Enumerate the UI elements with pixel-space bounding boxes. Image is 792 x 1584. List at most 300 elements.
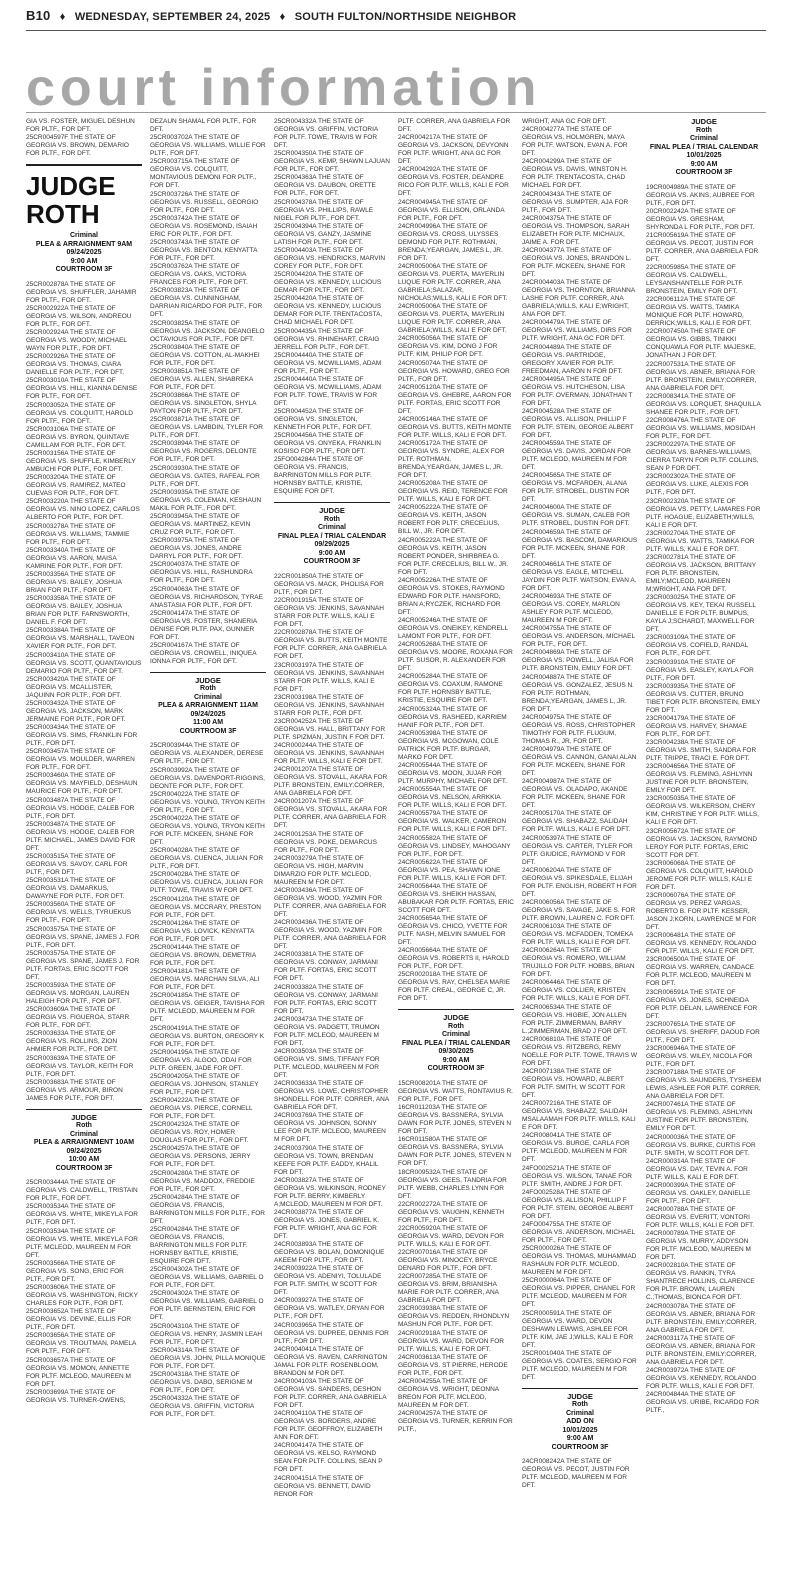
calendar-header-line: COURTROOM 3F xyxy=(303,558,361,566)
case-entry: 25CR004452A THE STATE OF GEORGIA VS. SINGLETON, KENNETH FOR PLTF., FOR DFT. xyxy=(274,408,372,432)
case-entry: 24CR006264A THE STATE OF GEORGIA VS. ROMERO, WILLIAM TRUJILLO FOR PLTF. HOBBS, BRIAN FOR DFT. xyxy=(522,947,635,979)
case-entry: 24CR004869A THE STATE OF GEORGIA VS. POWELL, JALISA FOR PLTF. BRONSTEIN, EMILY FOR DFT. xyxy=(522,649,634,673)
case-entry: 24CR005056A THE STATE OF GEORGIA VS. KIM, DONG J FOR PLTF. KIM, PHILIP FOR DFT. xyxy=(398,335,498,359)
case-entry: 24CR004559A THE STATE OF GEORGIA VS. DAVIS, JORDAN FOR PLTF. MCLEOD, MAUREEN M FOR DFT. xyxy=(522,440,631,472)
case-entry: 23CR002320A THE STATE OF GEORGIA VS. PETTY, LAMARES FOR PLTF. HOAGUE, ELIZABETH;WILLS, KALI E FOR DFT. xyxy=(646,497,761,529)
case-entry: 25CR004022A THE STATE OF GEORGIA VS. YOUNG, TRYON KEITH FOR PLTF. MCKEEN, SHANE FOR DFT. xyxy=(150,815,265,846)
case-entry: 25CR004205A THE STATE OF GEORGIA VS. JOHNSON, STANLEY FOR PLTF., FOR DFT. xyxy=(150,1072,259,1096)
column-5 xyxy=(522,118,638,1578)
case-entry: 24CR004217A THE STATE OF GEORGIA VS. JACKSON, DEVYONN FOR PLTF. WRIGHT, ANA GC FOR DFT. xyxy=(398,134,509,166)
case-entry: 23CR002297A THE STATE OF GEORGIA VS. BARNES-WILLIAMS, CIERRA TARYN FOR PLTF. COLLINS, SEAN P FOR DFT. xyxy=(646,441,759,473)
case-entry: 25CR004037A THE STATE OF GEORGIA VS. HILL, RASHUNDRA FOR PLTF., FOR DFT. xyxy=(150,561,253,585)
case-entry: 25CR003358A THE STATE OF GEORGIA VS. BAILEY, JOSHUA BRIAN FOR PLTF. FARNSWORTH, DANIEL F. FOR DFT. xyxy=(26,595,130,627)
case-entry: 23CR003938A THE STATE OF GEORGIA VS. REDDEN, RHONDLYN MASHUN FOR PLTF., FOR DFT. xyxy=(398,1305,510,1329)
case-entry: 24CR005268A THE STATE OF GEORGIA VS. MOORE, ROXANA FOR PLTF. SUSOR, R. ALEXANDER FOR DFT. xyxy=(398,641,513,673)
case-entry: 24CR003633A THE STATE OF GEORGIA VS. LOWE, CHRISTOPHER SHONDELL FOR PLTF. CORRER, ANA GABRIELA FOR DFT. xyxy=(274,1080,389,1112)
case-entry: 24CR003790A THE STATE OF GEORGIA VS. TOWN, BRENDAN KEEFE FOR PLTF. EADDY, KHALIL FOR DFT. xyxy=(274,1144,379,1176)
case-entry: 24CR005397A THE STATE OF GEORGIA VS. CARTER, TYLER FOR PLTF. GIUDICE, RAYMOND V FOR DFT. xyxy=(522,834,633,866)
case-entry: 16CR011203A THE STATE OF GEORGIA VS. BASSNERA, SYLVIA DAWN FOR PLTF. JONES, STEVEN N FOR DFT. xyxy=(398,1104,512,1136)
case-entry: 25CR003742A THE STATE OF GEORGIA VS. ROSEMOND, ISAIAH ERIC FOR PLTF., FOR DFT. xyxy=(150,214,258,238)
case-entry: 25CR003356A THE STATE OF GEORGIA VS. BAILEY, JOSHUA BRIAN FOR PLTF., FOR DFT. xyxy=(26,570,122,594)
case-entry: 25CR004167A THE STATE OF GEORGIA VS. CROWELL, INIQUEA IONNA FOR PLTF., FOR DFT. xyxy=(150,641,257,665)
case-entry: 25CR002878A THE STATE OF GEORGIA VS. SHUFFLER, JAHAMIR FOR PLTF., FOR DFT. xyxy=(26,280,137,304)
case-entry: 25CR003487A THE STATE OF GEORGIA VS. HODGE, CALEB FOR PLTF. MICHAEL, JAMES DAVID FOR DFT. xyxy=(26,820,136,852)
case-entry: 24CR003877A THE STATE OF GEORGIA VS. JONES, GABRIEL K. FOR PLTF. WRIGHT, ANA GC FOR DFT. xyxy=(274,1208,380,1240)
case-entry: 25CR003384A THE STATE OF GEORGIA VS. MARSHALL, TAVEON XAVIER FOR PLTF., FOR DFT. xyxy=(26,627,135,651)
case-entry: 24CR004255A THE STATE OF GEORGIA VS. WRIGHT, DEONNA BREON FOR PLTF. MCLEOD, MAUREEN M FOR DFT. xyxy=(398,1378,499,1409)
case-entry: 25CR004284A THE STATE OF GEORGIA VS. FRANCIS, BARRINGTON MILLS FOR PLTF., FOR DFT. xyxy=(150,1193,265,1225)
case-entry: 24CR003965A THE STATE OF GEORGIA VS. DUPREE, DENNIS FOR PLTF., FOR DFT. xyxy=(274,1321,389,1345)
case-entry: 25CR003992A THE STATE OF GEORGIA VS. DAVENPORT-RIGGINS, DEONTE FOR PLTF., FOR DFT. xyxy=(150,766,265,790)
column-3 xyxy=(274,118,390,1578)
case-entry: 24CR005222A THE STATE OF GEORGIA VS. KEITH, JASON ROBERT FOR PLTF. CRECELIUS, BILL W., JR. FOR DFT. xyxy=(398,504,500,536)
case-entry: 24CR005398A THE STATE OF GEORGIA VS. MCGOWAN, COLE PATRICK FOR PLTF. BURGAR, MARKO FOR DFT. xyxy=(398,729,499,761)
case-entry: 22CR002878A THE STATE OF GEORGIA VS. BUTTS, KEITH MONTE FOR PLTF. CORRER, ANA GABRIELA FOR DFT. xyxy=(274,629,388,661)
column-6 xyxy=(646,118,762,1578)
case-entry: 25CR003609A THE STATE OF GEORGIA VS. FIGUEROA, STARR FOR PLTF., FOR DFT. xyxy=(26,1006,130,1030)
case-entry: 25CR003410A THE STATE OF GEORGIA VS. SCOTT, QUANTAVIOUS DEMARIO FOR PLTF., FOR DFT. xyxy=(26,651,142,675)
case-entry: 24CR005622A THE STATE OF GEORGIA VS. PEA, SHAWN IONE FOR PLTF. WILLS, KALI E FOR DFT. xyxy=(398,858,507,882)
case-entry: 24CR004693A THE STATE OF GEORGIA VS. COREY, MARLON ASHLEY FOR PLTF. MCLEOD, MAUREEN M FOR DFT. xyxy=(522,593,620,624)
case-entry: 25CR003606A THE STATE OF GEORGIA VS. WASHINGTON, RICKY CHARLES FOR PLTF., FOR DFT. xyxy=(26,1283,138,1307)
case-entry: 24CR006204A THE STATE OF GEORGIA VS. SPIKESDALE, ELIJAH FOR PLTF. ENGLISH, ROBERT H FOR DFT. xyxy=(522,866,637,898)
column-1 xyxy=(26,118,142,1578)
calendar-header xyxy=(522,1388,638,1453)
case-entry: 24CR005146A THE STATE OF GEORGIA VS. BUTTS, KEITH MONTE FOR PLTF. WILLS, KALI E FOR DFT. xyxy=(398,415,512,439)
calendar-header-line: JUDGE xyxy=(195,675,221,685)
case-entry: 23CR005035A THE STATE OF GEORGIA VS. WILKERSON, CHERY KIM, CHRISTINE Y FOR PLTF. WILLS, KALI E FOR DFT. xyxy=(646,795,760,827)
case-entry: 24CR004479A THE STATE OF GEORGIA VS. WILLIAMS, DIRS FOR PLTF. WRIGHT, ANA GC FOR DFT. xyxy=(522,319,632,343)
case-entry: 25CR003726A THE STATE OF GEORGIA VS. RUSSELL, GEORGIO FOR PLTF., FOR DFT. xyxy=(150,190,259,214)
case-entry: 24CR005324A THE STATE OF GEORGIA VS. RASHEED, KARRIEM HANIF FOR PLTF., FOR DFT. xyxy=(398,705,507,729)
case-entry: 24CR004041A THE STATE OF GEORGIA VS. RAVEN, CARRINGTON JAMAL FOR PLTF. ROSENBLOOM, BRANDON M FOR DFT. xyxy=(274,1345,388,1377)
page-folio xyxy=(26,8,766,26)
case-entry: 25CR003702A THE STATE OF GEORGIA VS. WILLIAMS, WILLIE FOR PLTF., FOR DFT. xyxy=(150,134,266,158)
column-4 xyxy=(398,118,514,1578)
case-entry: 24CR005644A THE STATE OF GEORGIA VS. SHEIKH HASSAN, ABUBAKAR FOR PLTF. FORTAS, ERIC SCOTT FOR DFT. xyxy=(398,882,514,914)
case-entry: 25CR003010A THE STATE OF GEORGIA VS. HILL, KIANNA DENISE FOR PLTF., FOR DFT. xyxy=(26,377,138,401)
case-entry: 25CR004456A THE STATE OF GEORGIA VS. ONYEKA, FRANKLIN KOSISO FOR PLTF., FOR DFT. xyxy=(274,432,381,456)
case-entry: 25CR002926A THE STATE OF GEORGIA VS. THOMAS, CIARA DANIELLE FOR PLTF., FOR DFT. xyxy=(26,353,125,377)
case-entry: 24CR003972A THE STATE OF GEORGIA VS. KENNEDY, ROLANDO FOR PLTF. WILLS, KALI E FOR DFT. xyxy=(646,1367,757,1390)
page-number: B10 xyxy=(26,8,51,23)
case-entry: 23CR003198A THE STATE OF GEORGIA VS. JENKINS, SAVANNAH STARR FOR PLTF., FOR DFT. xyxy=(274,693,384,717)
case-entry: 24CR004292A THE STATE OF GEORGIA VS. FOSTER, DEANDRE RICO FOR PLTF. WILLS, KALI E FOR DFT. xyxy=(398,166,509,198)
case-entry: 23CR006068A THE STATE OF GEORGIA VS. COLQUITT, HAROLD JEROME FOR PLTF. WILLS, KALI E FOR DFT. xyxy=(646,859,753,891)
calendar-header-line: Criminal xyxy=(69,1130,98,1138)
case-entry: 24CR006103A THE STATE OF GEORGIA VS. MCFADDEN, TOMEKA FOR PLTF. WILLS, KALI E FOR DFT. xyxy=(522,923,634,947)
case-entry: 24CR003117A THE STATE OF GEORGIA VS. ABNER, BRIANA FOR PLTF. BRONSTEIN, EMILY;CORRER, ANA GABRIELA FOR DFT. xyxy=(646,1334,757,1366)
case-entry: 24CR006056A THE STATE OF GEORGIA VS. SAVAGE, JAKE S. FOR PLTF. BROWN, LAUREN C. FOR DFT. xyxy=(522,898,636,922)
case-entry: 23CR006076A THE STATE OF GEORGIA VS. PEREZ VARGAS, ROBERTO B. FOR PLTF. KESSER, JASON J;KORN, LAWRENCE M FOR DFT. xyxy=(646,892,757,931)
calendar-header-line: COURTROOM 3F xyxy=(55,266,113,274)
case-entry: 25CR003531A THE STATE OF GEORGIA VS. DAMARKUS, DAWAYNE FOR PLTF., FOR DFT. xyxy=(26,877,125,901)
calendar-header-line: 09/30/2025 xyxy=(438,1048,474,1056)
case-entry: 24CR007138A THE STATE OF GEORGIA VS. HOWARD, ALBERT FOR PLTF. SMITH, W SCOTT FOR DFT. xyxy=(522,1068,626,1099)
calendar-header-line: Criminal xyxy=(69,232,98,240)
case-entry: 21CR005619A THE STATE OF GEORGIA VS. PECOT, JUSTIN FOR PLTF. CORRER, ANA GABRIELA FOR DFT. xyxy=(646,231,759,263)
calendar-header-line: JUDGE xyxy=(691,118,717,126)
calendar-header-line: Roth xyxy=(324,515,340,523)
case-entry: 25CR004126A THE STATE OF GEORGIA VS. LOVICK, KENYATTA FOR PLTF., FOR DFT. xyxy=(150,919,255,943)
calendar-header-line: COURTROOM 3F xyxy=(55,1164,113,1172)
case-entry: 24CR000244A THE STATE OF GEORGIA VS. JENKINS, SAVANNAH FOR PLTF. WILLS, KALI E FOR DFT. xyxy=(274,742,384,766)
case-entry: 25CR004195A THE STATE OF GEORGIA VS. ALGOO, ODAI FOR PLTF. GREEN, JADE FOR DFT. xyxy=(150,1048,252,1072)
calendar-header-line: 09/24/2025 xyxy=(66,249,102,257)
case-entry: 24FO002528A THE STATE OF GEORGIA VS. ALLISON, PHILLIP F FOR PLTF. STEIN, GEORGE ALBERT FOR DFT. xyxy=(522,1188,634,1220)
case-entry: 25CR004191A THE STATE OF GEORGIA VS. BURTON, GREGORY K FOR PLTF., FOR DFT. xyxy=(150,1024,265,1048)
case-entry: 25CR004332A THE STATE OF GEORGIA VS. GRIFFIN, VICTORIA FOR PLTF. TOWE, TRAVIS W FOR DFT. xyxy=(274,118,378,149)
case-entry: 25CR003460A THE STATE OF GEORGIA VS. MAYFIELD, DESHAUN MAURICE FOR PLTF., FOR DFT. xyxy=(26,772,138,796)
case-entry: 25CR003652A THE STATE OF GEORGIA VS. DEVINE, ELLIS FOR PLTF., FOR DFT. xyxy=(26,1308,132,1332)
case-entry: 23CR006591A THE STATE OF GEORGIA VS. JONES, SCHNEIDA FOR PLTF. DELAN, LAWRENCE FOR DFT. xyxy=(646,988,758,1020)
case-entry: 24CR004277A THE STATE OF GEORGIA VS. HOLMGREN, MAYA FOR PLTF. WATSON, EVAN A. FOR DFT. xyxy=(522,126,628,158)
case-entry: 25CR003975A THE STATE OF GEORGIA VS. JONES, ANDRE DARRYL FOR PLTF., FOR DFT. xyxy=(150,537,243,561)
case-entry: 25CR003204A THE STATE OF GEORGIA VS. RAMIREZ, MATEO CUEVAS FOR PLTF., FOR DFT. xyxy=(26,474,126,498)
case-entry: 25CR004257A THE STATE OF GEORGIA VS. PERSONS, JERRY FOR PLTF., FOR DFT. xyxy=(150,1145,251,1169)
case-entry: 24CR003473A THE STATE OF GEORGIA VS. PADGETT, TRUMON FOR PLTF. MCLEOD, MAUREEN M FOR DFT. xyxy=(274,1015,380,1047)
case-entry: 24CR002810A THE STATE OF GEORGIA VS. RANKIN, TYRA SHANTRECE HOLLINS, CLARENCE FOR PLTF. BROWN, LAUREN C.;THOMAS, BIONCA FOR DFT. xyxy=(646,1262,755,1302)
case-entry: 25CR003432A THE STATE OF GEORGIA VS. JACKSON, MARK JERMAINE FOR PLTF., FOR DFT. xyxy=(26,699,126,723)
case-entry: 25CR004280A THE STATE OF GEORGIA VS. MADDOX, FREDDIE FOR PLTF., FOR DFT. xyxy=(150,1169,255,1193)
calendar-header-line: COURTROOM 3F xyxy=(179,727,237,735)
case-entry: 22CR005985A THE STATE OF GEORGIA VS. CALDWELL, LEYSANSHANTELLE FOR PLTF. BRONSTEIN, EMILY FOR DFT. xyxy=(646,264,744,296)
calendar-header-line: FINAL PLEA / TRIAL CALENDAR xyxy=(649,143,759,151)
calendar-header-line: ADD ON xyxy=(566,1418,594,1426)
case-entry: 25CR004378A THE STATE OF GEORGIA VS. PHILLIPS, RAWLE NIGEL FOR PLTF., FOR DFT. xyxy=(274,198,374,222)
case-entry: 24CR004528A THE STATE OF GEORGIA VS. ALLISON, PHILLIP F FOR PLTF. STEIN, GEORGE ALBERT FOR DFT. xyxy=(522,407,634,439)
calendar-header-line: PLEA & ARRAIGNMENT 10AM xyxy=(33,1139,135,1147)
case-entry: 24CR005284A THE STATE OF GEORGIA VS. COAXUM, RAMONE FOR PLTF. HORNSBY BATTLE, KRISTIE, ESQUIRE FOR DFT. xyxy=(398,673,503,705)
case-entry: 25CR004181A THE STATE OF GEORGIA VS. MARCHAN SILVA, ALI FOR PLTF., FOR DFT. xyxy=(150,968,260,992)
calendar-header-line: Roth xyxy=(448,1022,464,1030)
case-entry: 24CR004147A THE STATE OF GEORGIA VS. KELSO, RAYMOND SEAN FOR PLTF. COLLINS, SEAN P FOR DFT. xyxy=(274,1442,383,1474)
case-entry: 25CR004332A THE STATE OF GEORGIA VS. GRIFFIN, VICTORIA FOR PLTF., FOR DFT. xyxy=(150,1395,254,1419)
case-entry: 18CR009532A THE STATE OF GEORGIA VS. GEES, TANDRIA FOR PLTF. WEBB, CHARLES LYNN FOR DFT. xyxy=(398,1168,507,1200)
case-entry: 22CR007285A THE STATE OF GEORGIA VS. BRIM, BRIANISHA MARIE FOR PLTF. CORRER, ANA GABRIELA FOR DFT. xyxy=(398,1273,499,1305)
case-entry: 24CR006534A THE STATE OF GEORGIA VS. HIGBIE, JON ALLEN FOR PLTF. ZIMMERMAN, BARRY L.;ZIMMERMAN, BRAD J FOR DFT. xyxy=(522,1003,628,1035)
case-entry: 24CR003893A THE STATE OF GEORGIA VS. BOLAN, DOMONIQUE AKEEM FOR PLTF., FOR DFT. xyxy=(274,1241,385,1265)
calendar-header-line: Roth xyxy=(200,685,216,693)
judge-heading: JUDGE ROTH xyxy=(26,164,142,228)
case-entry: 25CR003944A THE STATE OF GEORGIA VS. ALEXANDER, DERESE FOR PLTF., FOR DFT. xyxy=(150,742,264,766)
case-entry: 24CR004987A THE STATE OF GEORGIA VS. OLADAPO, AKANDE FOR PLTF. MCKEEN, SHANE FOR DFT. xyxy=(522,778,628,810)
calendar-header xyxy=(646,118,762,178)
case-entry: 25CR003434A THE STATE OF GEORGIA VS. SIMS, FRANKLIN FOR PLTF., FOR DFT. xyxy=(26,724,138,748)
case-entry: 24CR004299A THE STATE OF GEORGIA VS. DAVIS, WINSTON H. FOR PLTF. TRENTACOSTA, CHAD MICHAEL FOR DFT. xyxy=(522,158,628,190)
calendar-header-line: Criminal xyxy=(689,135,718,142)
case-entry: 24CR005654A THE STATE OF GEORGIA VS. CHICO, YVETTE FOR PLTF. NASH, MELVIN SAMUEL FOR DFT. xyxy=(398,915,508,947)
case-entry: 24CR000789A THE STATE OF GEORGIA VS. MURRY, ADDYSON FOR PLTF. MCLEOD, MAUREEN M FOR DFT. xyxy=(646,1230,751,1262)
case-entry: 25CR003866A THE STATE OF GEORGIA VS. SINGLETON, SHYLA PAYTON FOR PLTF., FOR DFT. xyxy=(150,392,257,416)
case-entry: 23CR004656A THE STATE OF GEORGIA VS. FLEMING, ASHLYNN JUSTINE FOR PLTF. BRONSTEIN, EMILY FOR DFT. xyxy=(646,763,753,795)
case-entry: 25CR003534A THE STATE OF GEORGIA VS. WHITE, MIKEYLA FOR PLTF., FOR DFT. xyxy=(26,1203,138,1227)
case-entry: 24CR003382A THE STATE OF GEORGIA VS. CONWAY, JARMANI FOR PLTF. FORTAS, ERIC SCOTT FOR DFT. xyxy=(274,983,378,1015)
calendar-header-line: Criminal xyxy=(317,524,346,532)
case-entry: 25CR004284A THE STATE OF GEORGIA VS. FRANCIS, BARRINGTON MILLS FOR PLTF. HORNSBY BATTLE, KRISTIE, ESQUIRE FOR DFT. xyxy=(150,1226,248,1265)
case-entry: 25CR003683A THE STATE OF GEORGIA VS. ARMOUR, BIRON JAMES FOR PLTF., FOR DFT. xyxy=(26,1078,123,1102)
calendar-header-line: Roth xyxy=(76,1122,92,1130)
case-entry: 15CR008201A THE STATE OF GEORGIA VS. WATTS, RONTAVIUS R. FOR PLTF., FOR DFT. xyxy=(398,1079,513,1103)
case-entry: 22CR008341A THE STATE OF GEORGIA VS. LORQUET, SHAQUILLA SHANEE FOR PLTF., FOR DFT. xyxy=(646,392,761,416)
case-entry: 25CR004028A THE STATE OF GEORGIA VS. CUENCA, JULIAN FOR PLTF. TOWE, TRAVIS W FOR DFT. xyxy=(150,871,264,895)
calendar-header-line: JUDGE xyxy=(319,506,345,516)
case-entry: 25CR003851A THE STATE OF GEORGIA VS. ALLEN, SHABREKA FOR PLTF., FOR DFT. xyxy=(150,367,253,391)
case-entry: 24CR006446A THE STATE OF GEORGIA VS. COLLIER, KRISTEN FOR PLTF. WILLS, KALI E FOR DFT. xyxy=(522,979,631,1003)
case-entry: 24CR004565A THE STATE OF GEORGIA VS. MCFARDEN, ALANA FOR PLTF. STROBEL, DUSTIN FOR DFT. xyxy=(522,472,630,504)
folio-date: WEDNESDAY, SEPTEMBER 24, 2025 xyxy=(74,11,271,23)
case-entry: 24CR004343A THE STATE OF GEORGIA VS. SUMPTER, AJA FOR PLTF., FOR DFT. xyxy=(522,190,629,214)
case-entry: 22CR005920A THE STATE OF GEORGIA VS. WARD, DEVON FOR PLTF. WILLS, KALI E FOR DFT. xyxy=(398,1224,504,1248)
case-entry: 24CR004495A THE STATE OF GEORGIA VS. HUTCHESON, LISA FOR PLTF. OVERMAN, JONATHAN T FOR DFT. xyxy=(522,375,633,407)
calendar-header-line: 11:00 AM xyxy=(192,719,224,727)
case-entry: 24CR004151A THE STATE OF GEORGIA VS. BENNETT, DAVID RENOR FOR xyxy=(274,1474,371,1498)
case-entry: 23CR007188A THE STATE OF GEORGIA VS. SAUNDERS, TYSHEEM LEWIS, ASHLEE FOR PLTF. CORRER, ANA GABRIELA FOR DFT. xyxy=(646,1069,762,1101)
calendar-header-line: FINAL PLEA / TRIAL CALENDAR xyxy=(277,532,387,540)
case-entry: 24CR008242A THE STATE OF GEORGIA VS. PECOT, JUSTIN FOR PLTF. MCLEOD, MAUREEN M FOR DFT. xyxy=(522,1458,630,1490)
header-rule xyxy=(26,30,766,31)
case-entry: 25CR002924A THE STATE OF GEORGIA VS. WOODY, MICHAEL WAYN FOR PLTF., FOR DFT. xyxy=(26,329,127,353)
calendar-header-line: 9:00 AM xyxy=(70,257,98,265)
case-entry: 25CR003715A THE STATE OF GEORGIA VS. COLQUITT, MONTAVIOUS DEMONI FOR PLTF., FOR DFT. xyxy=(150,158,257,190)
case-entry: 24CR004996A THE STATE OF GEORGIA VS. CROSS, ULYSSES DEMOND FOR PLTF. ROTHMAN, BRENDA;YEARGAN, JAMES L, JR. FOR DFT. xyxy=(398,222,503,262)
case-entry: 24CR003927A THE STATE OF GEORGIA VS. WATLEY, DRYAN FOR PLTF., FOR DFT. xyxy=(274,1297,385,1321)
case-entry: 24FO002521A THE STATE OF GEORGIA VS. WILSON, TANAE FOR PLTF. SMITH, ANDRE J FOR DFT. xyxy=(522,1164,632,1188)
case-entry: 23CR003025A THE STATE OF GEORGIA VS. KEY, TEKAI RUSSELL DANIELLE E FOR PLTF. BUMPUS, KAYLA J;SCHARDT, MAXWELL FOR DFT. xyxy=(646,594,756,634)
case-entry: 24CR005226A THE STATE OF GEORGIA VS. STOKES, RAYMOND EDWARD FOR PLTF. HANSFORD, BRIAN A;RYCZEK, RICHARD FOR DFT. xyxy=(398,576,505,616)
case-entry: 23CR002302A THE STATE OF GEORGIA VS. LUKE, ALEXIS FOR PLTF., FOR DFT. xyxy=(646,473,749,497)
case-entry: 25CR000064A THE STATE OF GEORGIA VS. PIPPER, CHANEL FOR PLTF. MCLEOD, MAUREEN M FOR DFT. xyxy=(522,1277,636,1309)
case-entry: 25CR003156A THE STATE OF GEORGIA VS. SHUFFLE, KIMBERLY AMBUCHI FOR PLTF., FOR DFT. xyxy=(26,450,136,473)
case-entry: 25CR004022A THE STATE OF GEORGIA VS. YOUNG, TRYON KEITH FOR PLTF., FOR DFT. xyxy=(150,790,265,814)
case-entry: 25CR004440A THE STATE OF GEORGIA VS. MCWILLIAMS, ADAM FOR PLTF., FOR DFT. xyxy=(274,351,382,375)
calendar-header-line: 9:00 AM xyxy=(566,1435,594,1443)
case-entry: 25CR003566A THE STATE OF GEORGIA VS. SONG, ERIC FOR PLTF., FOR DFT. xyxy=(26,1259,124,1283)
case-entry: 24CR005222A THE STATE OF GEORGIA VS. KEITH, JASON ROBERT PONDER, SHIRBREA G. FOR PLTF. CRECELIUS, BILL W., JR. FOR DFT. xyxy=(398,536,509,576)
case-entry: 23CR006946A THE STATE OF GEORGIA VS. WILEY, NICOLA FOR PLTF., FOR DFT. xyxy=(646,1044,753,1068)
calendar-header-line: FINAL PLEA / TRIAL CALENDAR xyxy=(401,1039,511,1047)
case-entry: 25CR003639A THE STATE OF GEORGIA VS. TAYLOR, KEITH FOR PLTF., FOR DFT. xyxy=(26,1054,134,1078)
case-entry: 24CR005554A THE STATE OF GEORGIA VS. NELSON, ARRKKIA FOR PLTF. WILLS, KALI E FOR DFT. xyxy=(398,786,507,810)
case-entry: 25CR003444A THE STATE OF GEORGIA VS. CALDWELL, TRISTAIN FOR PLTF., FOR DFT. xyxy=(26,1179,138,1203)
case-entry: 25CR003699A THE STATE OF GEORGIA VS. TURNER-OWENS, xyxy=(26,1388,126,1404)
calendar-header-line: COURTROOM 3F xyxy=(427,1065,485,1073)
case-entry: 24CR004375A THE STATE OF GEORGIA VS. THOMPSON, SARAH ELIZABETH FOR PLTF. MICHAUX, JAIME A. FOR DFT. xyxy=(522,214,630,246)
case-entry: 24CR004110A THE STATE OF GEORGIA VS. BORDERS, ANDRE FOR PLTF. GEOFFROY, ELIZABETH ANN FOR DFT. xyxy=(274,1410,383,1442)
case-entry: 24CR005172A THE STATE OF GEORGIA VS. SYNDRE, ALEX FOR PLTF. ROTHMAN, BRENDA;YEARGAN, JAMES L, JR. FOR DFT. xyxy=(398,440,505,480)
case-entry: 25CR003743A THE STATE OF GEORGIA VS. BENTON, KENYATTA FOR PLTF., FOR DFT. xyxy=(150,238,258,262)
folio-paper-name: SOUTH FULTON/NORTHSIDE NEIGHBOR xyxy=(294,11,517,23)
calendar-header-line: JUDGE xyxy=(443,1013,469,1023)
calendar-header-line: Criminal xyxy=(441,1031,470,1039)
case-entry: 25CR004435A THE STATE OF GEORGIA VS. RHINEHART, CRAIG JERRELL FOR PLTF., FOR DFT. xyxy=(274,327,380,351)
case-entry: 25CR004394A THE STATE OF GEORGIA VS. GANZY, JASMINE LATISH FOR PLTF., FOR DFT. xyxy=(274,222,372,246)
case-entry: 24CR000036A THE STATE OF GEORGIA VS. BURKE, CURTIS FOR PLTF. SMITH, W SCOTT FOR DFT. xyxy=(646,1133,756,1157)
case-entry: 25CR004232A THE STATE OF GEORGIA VS. ROY, HOMER DOUGLAS FOR PLTF., FOR DFT. xyxy=(150,1121,249,1145)
case-entry: 25CR004120A THE STATE OF GEORGIA VS. MCCRARY, PRESTON FOR PLTF., FOR DFT. xyxy=(150,895,261,919)
case-entry: 24CR005582A THE STATE OF GEORGIA VS. LINDSEY, MAHOGANY FOR PLTF., FOR DFT. xyxy=(398,834,511,858)
case-entry: 25CR003825A THE STATE OF GEORGIA VS. JACKSON, DEANGELO OCTAVIOUS FOR PLTF., FOR DFT. xyxy=(150,319,265,343)
case-entry: 25CR003487A THE STATE OF GEORGIA VS. HODGE, CALEB FOR PLTF., FOR DFT. xyxy=(26,796,135,820)
case-entry: 24CR001207A THE STATE OF GEORGIA VS. STOVALL, AKARA FOR PLTF. CORRER, ANA GABRIELA FOR DFT. xyxy=(274,798,388,830)
case-entry: 24CR005006A THE STATE OF GEORGIA VS. PUERTA, MAYERLIN LUQUE FOR PLTF. CORRER, ANA GABRIELA;SALAZAR, NICHOLAS;WILLS, KALI E FOR DFT. xyxy=(398,262,508,302)
section-banner: court information xyxy=(26,59,542,117)
case-entry: 23CR002781A THE STATE OF GEORGIA VS. JACKSON, BRITTANY FOR PLTF. BRONSTEIN, EMILY;MCLEOD, MAUREEN M;WRIGHT, ANA FOR DFT. xyxy=(646,553,756,593)
calendar-header xyxy=(398,1009,514,1074)
case-entry: 25CR003633A THE STATE OF GEORGIA VS. ROLLINS, ZION AHMIER FOR PLTF., FOR DFT. xyxy=(26,1030,118,1054)
case-entry: 24CR004661A THE STATE OF GEORGIA VS. EAGLE, MITCHELL JAYDIN FOR PLTF. WATSON, EVAN A. FOR DFT. xyxy=(522,560,637,592)
case-entry: 25CR004310A THE STATE OF GEORGIA VS. HENRY, JASMIN LEAH FOR PLTF., FOR DFT. xyxy=(150,1322,263,1346)
case-entry: 24CR003922A THE STATE OF GEORGIA VS. ADENIYI, TOLULADE FOR PLTF. SMITH, W SCOTT FOR DFT. xyxy=(274,1265,382,1297)
case-entry: 23CR006481A THE STATE OF GEORGIA VS. KENNEDY, ROLANDO FOR PLTF. WILLS, KALI E FOR DFT. xyxy=(646,932,757,956)
case-entry: 22CR008476A THE STATE OF GEORGIA VS. WILLIAMS, MOSIDAH FOR PLTF., FOR DFT. xyxy=(646,417,756,440)
case-entry: 24CR000788A THE STATE OF GEORGIA VS. EVERITT, VONTORI FOR PLTF. WILLS, KALI E FOR DFT. xyxy=(646,1206,755,1230)
case-entry: 25CR003052A THE STATE OF GEORGIA VS. COLQUITT, HAROLD FOR PLTF., FOR DFT. xyxy=(26,401,133,425)
case-entry: 24CR005074A THE STATE OF GEORGIA VS. HOWARD, GREG FOR PLTF., FOR DFT. xyxy=(398,359,510,383)
case-entry: 24CR004659A THE STATE OF GEORGIA VS. BASCOM, DAMARIOUS FOR PLTF. MCKEEN, SHANE FOR DFT. xyxy=(522,528,638,560)
case-entry: DEZAUN SHAMAL FOR PLTF., FOR DFT. xyxy=(150,118,257,133)
calendar-header-line: 10:00 AM xyxy=(68,1156,100,1164)
case-entry: 25CR003656A THE STATE OF GEORGIA VS. TROUTMAN, PAMELA FOR PLTF., FOR DFT. xyxy=(26,1332,136,1356)
calendar-header-line: 09/24/2025 xyxy=(190,710,226,718)
case-entry: 24CR003436A THE STATE OF GEORGIA VS. WOOD, YAZMIN FOR PLTF. CORRER, ANA GABRIELA FOR DFT. xyxy=(274,919,387,951)
case-entry: 25CR001040A THE STATE OF GEORGIA VS. COATES, SERGIO FOR PLTF. MCLEOD, MAUREEN M FOR DFT. xyxy=(522,1349,637,1381)
case-entry: 24CR004257A THE STATE OF GEORGIA VS. TURNER, KERRIN FOR PLTF., xyxy=(398,1410,513,1434)
case-entry: 25CR004403A THE STATE OF GEORGIA VS. HENDRICKS, MARVIN COREY FOR PLTF., FOR DFT. xyxy=(274,246,386,270)
case-entry: 25CR004302A THE STATE OF GEORGIA VS. WILLIAMS, GABRIEL O FOR PLTF., FOR DFT. xyxy=(150,1266,264,1290)
banner-rule xyxy=(26,112,766,113)
folio-bullet: ♦ xyxy=(59,11,66,23)
case-entry: 25CR003534A THE STATE OF GEORGIA VS. WHITE, MIKEYLA FOR PLTF. MCLEOD, MAUREEN M FOR DFT. xyxy=(26,1227,138,1259)
case-entry: 25CR003278A THE STATE OF GEORGIA VS. WILLIAMS, TAMMIE FOR PLTF., FOR DFT. xyxy=(26,522,130,546)
case-entry: 25CR003420A THE STATE OF GEORGIA VS. MCALLISTER, JAQUINN FOR PLTF., FOR DFT. xyxy=(26,675,122,699)
case-entry: 24CR004103A THE STATE OF GEORGIA VS. SANDERS, DESHON FOR PLTF. CORRER, ANA GABRIELA FOR DFT. xyxy=(274,1378,387,1409)
case-entry: 24CR005170A THE STATE OF GEORGIA VS. SHABAZZ, SALIDAH FOR PLTF. WILLS, KALI E FOR DFT. xyxy=(522,810,631,834)
case-entry: 22CR001850A THE STATE OF GEORGIA VS. MACK, PHOLISA FOR PLTF., FOR DFT. xyxy=(274,572,384,596)
case-entry: 25CR003575A THE STATE OF GEORGIA VS. SPANE, JAMES J. FOR PLTF. FORTAS, ERIC SCOTT FOR DFT. xyxy=(26,949,140,981)
case-entry: 25CR004420A THE STATE OF GEORGIA VS. KENNEDY, LUCIOUS DEMAR FOR PLTF. TRENTACOSTA, CHAD MICHAEL FOR DFT. xyxy=(274,295,383,327)
calendar-header-line: 9:00 AM xyxy=(442,1056,470,1064)
case-entry: 23CR003197A THE STATE OF GEORGIA VS. JENKINS, SAVANNAH STARR FOR PLTF. WILLS, KALI E FOR DFT. xyxy=(274,661,384,693)
calendar-header-line: 10/01/2025 xyxy=(686,152,722,159)
case-entry: 24CR004887A THE STATE OF GEORGIA VS. GONZALEZ, JESUS N. FOR PLTF. ROTHMAN, BRENDA;YEARGAN, JAMES L, JR. FOR DFT. xyxy=(522,673,634,713)
case-entry: 25CR003515A THE STATE OF GEORGIA VS. SAVOY, CARL FOR PLTF., FOR DFT. xyxy=(26,853,128,876)
case-entry: 25CR004318A THE STATE OF GEORGIA VS. DABO, SERIGNE M FOR PLTF., FOR DFT. xyxy=(150,1370,253,1394)
case-entry: 23CR002704A THE STATE OF GEORGIA VS. WATTS, TAMIKA FOR PLTF. WILLS, KALI E FOR DFT. xyxy=(646,529,755,553)
case-entry: 22CR002272A THE STATE OF GEORGIA VS. VAUGHN, KENNETH FOR PLTF., FOR DFT. xyxy=(398,1200,505,1224)
case-entry: 23CR003910A THE STATE OF GEORGIA VS. EASLEY, KAYLA FOR PLTF., FOR DFT. xyxy=(646,658,754,682)
case-entry: 24CR004489A THE STATE OF GEORGIA VS. PARTRIDGE, GREGORY XAVIER FOR PLTF. FREEDMAN, AARON N FOR DFT. xyxy=(522,343,623,375)
case-entry: 25CR004597F THE STATE OF GEORGIA VS. BROWN, DEMARIO FOR PLTF., FOR DFT. xyxy=(26,134,129,158)
calendar-header-line: JUDGE xyxy=(71,1112,97,1122)
calendar-header-line: PLEA & ARRAIGNMENT 9AM xyxy=(35,240,133,248)
case-entry: 25CR004420A THE STATE OF GEORGIA VS. KENNEDY, LUCIOUS DEMAR FOR PLTF., FOR DFT. xyxy=(274,271,382,295)
calendar-header-line: 9:00 AM xyxy=(318,549,346,557)
case-entry: 24CR008041A THE STATE OF GEORGIA VS. BURGE, CARLA FOR PLTF. MCLEOD, MAUREEN M FOR DFT. xyxy=(522,1132,630,1164)
case-entry: 24CR003436A THE STATE OF GEORGIA VS. WOOD, YAZMIN FOR PLTF. CORRER, ANA GABRIELA FOR DFT. xyxy=(274,887,387,918)
calendar-header-line: COURTROOM 3F xyxy=(551,1443,609,1451)
case-entry: 25CR004363A THE STATE OF GEORGIA VS. DAUBON, ORETTE FOR PLTF., FOR DFT. xyxy=(274,174,376,198)
case-entry: 24CR005544A THE STATE OF GEORGIA VS. MOON, JUJAR FOR PLTF. MURPHY, MICHAEL FOR DFT. xyxy=(398,761,507,785)
case-entry: 25CR003560A THE STATE OF GEORGIA VS. WELLS, TYRUEKUS FOR PLTF., FOR DFT. xyxy=(26,901,131,925)
calendar-header-line: 09/24/2025 xyxy=(66,1147,102,1155)
case-entry: 23CR004252A THE STATE OF GEORGIA VS. HALL, BRITTANY FOR PLTF. SPIZMAN, JUSTIN F FOR DFT. xyxy=(274,717,386,741)
case-entry: 24CR005120A THE STATE OF GEORGIA VS. GHEBRE, AARON FOR PLTF. FORTAS, ERIC SCOTT FOR DFT. xyxy=(398,383,512,415)
case-entry: 16CR011580A THE STATE OF GEORGIA VS. BASSNERA, SYLVIA DAWN FOR PLTF. JONES, STEVEN N FOR DFT. xyxy=(398,1136,512,1168)
case-entry: 25CR004440A THE STATE OF GEORGIA VS. MCWILLIAMS, ADAM FOR PLTF. TOWE, TRAVIS W FOR DFT. xyxy=(274,375,382,407)
case-entry: 24CR005664A THE STATE OF GEORGIA VS. ROBERTS II, HAROLD FOR PLTF., FOR DFT. xyxy=(398,947,510,971)
case-entry: 24CR001207A THE STATE OF GEORGIA VS. STOVALL, AKARA FOR PLTF. BRONSTEIN, EMILY;CORRER, ANA GABRIELA FOR DFT. xyxy=(274,766,388,798)
case-entry: 25CR003823A THE STATE OF GEORGIA VS. CUNNINGHAM, DARRIAN RICARDO FOR PLTF., FOR DFT. xyxy=(150,287,263,319)
case-entry: 25CR002018A THE STATE OF GEORGIA VS. RAY, CHELSEA MARIE FOR PLTF. CREAL, GEORGE C, JR. FOR DFT. xyxy=(398,971,511,1003)
case-entry: 24CR003381A THE STATE OF GEORGIA VS. CONWAY, JARMANI FOR PLTF. FORTAS, ERIC SCOTT FOR DFT. xyxy=(274,951,378,983)
case-entry: 24CR000399A THE STATE OF GEORGIA VS. OAKLEY, DANIELLE FOR PLTF., FOR DFT. xyxy=(646,1181,751,1205)
case-entry: 25CR003945A THE STATE OF GEORGIA VS. MARTINEZ, KEVIN CRUZ FOR PLTF., FOR DFT. xyxy=(150,513,251,536)
case-entry: 23CR003109A THE STATE OF GEORGIA VS. COFIELD, RANDAL FOR PLTF., FOR DFT. xyxy=(646,634,748,658)
calendar-header-line: PLEA & ARRAIGNMENT 11AM xyxy=(158,702,258,710)
case-entry: 24CR003769A THE STATE OF GEORGIA VS. JOHNSON, SONNY LEE FOR PLTF. MCLEOD, MAUREEN M FOR DFT. xyxy=(274,1112,386,1144)
case-entry: 25CR003930A THE STATE OF GEORGIA VS. GATES, RAFEAL FOR PLTF., FOR DFT. xyxy=(150,464,260,488)
case-entry: 19CR004989A THE STATE OF GEORGIA VS. AKINS, AUBREE FOR PLTF., FOR DFT. xyxy=(646,183,755,207)
calendar-header-line: COURTROOM 3F xyxy=(675,169,733,176)
case-entry: 23CR004238A THE STATE OF GEORGIA VS. SMITH, SANDRA FOR PLTF. TRIPPE, TRACI E. FOR DFT. xyxy=(646,739,757,763)
case-entry: 24CR007461A THE STATE OF GEORGIA VS. FLEMING, ASHLYNN JUSTINE FOR PLTF. BRONSTEIN, EMILY FOR DFT. xyxy=(646,1101,753,1133)
case-entry: 25CR003220A THE STATE OF GEORGIA VS. NINO LOPEZ, CARLOS ALBERTO FOR PLTF., FOR DFT. xyxy=(26,498,140,522)
case-entry: WRIGHT, ANA GC FOR DFT. xyxy=(522,118,607,125)
case-entry: 24CR007216A THE STATE OF GEORGIA VS. SHABAZZ, SALIDAH MSALAAMAH FOR PLTF. WILLS, KALI E FOR DFT. xyxy=(522,1100,636,1132)
case-entry: 24CR001253A THE STATE OF GEORGIA VS. POKE, DEMARCUS FOR PLTF., FOR DFT. xyxy=(274,830,377,854)
case-entry: 24CR004844A THE STATE OF GEORGIA VS. URIBE, RICARDO FOR PLTF., xyxy=(646,1391,760,1415)
case-entry: 24CR005208A THE STATE OF GEORGIA VS. REID, TERENCE FOR PLTF. WILLS, KALI E FOR DFT. xyxy=(398,480,508,504)
case-entry: 25CR002922A THE STATE OF GEORGIA VS. WILSON, ANDREOU FOR PLTF., FOR DFT. xyxy=(26,304,132,328)
case-entry: 25CR003593A THE STATE OF GEORGIA VS. MORGAN, LAUREN HALEIGH FOR PLTF., FOR DFT. xyxy=(26,981,130,1005)
case-entry: 23CR004179A THE STATE OF GEORGIA VS. HARVEY, SHAMAE FOR PLTF., FOR DFT. xyxy=(646,714,747,738)
calendar-header-line: 10/01/2025 xyxy=(562,1426,598,1434)
case-entry: 25CR000591A THE STATE OF GEORGIA VS. WARD, DEVON DESHAWN LEWWIS, ASHLEE FOR PLTF. KIM, JAE J;WILLS, KALI E FOR DFT. xyxy=(522,1309,634,1349)
case-entry: 24CR004975A THE STATE OF GEORGIA VS. ROSS, CHRISTOPHER TIMOTHY FOR PLTF. FLUGUM, THOMAS R., JR. FOR DFT. xyxy=(522,713,636,745)
case-entry: 24CR005006A THE STATE OF GEORGIA VS. PUERTA, MAYERLIN LUQUE FOR PLTF. CORRER, ANA GABRIELA;WILLS, KALI E FOR DFT. xyxy=(398,303,507,335)
calendar-header-line: 9:00 AM xyxy=(690,160,718,168)
case-entry: 23CR006500A THE STATE OF GEORGIA VS. WARREN, CANDACE FOR PLTF. MCLEOD, MAUREEN M FOR DFT. xyxy=(646,956,755,988)
calendar-header-line: 09/29/2025 xyxy=(314,541,350,549)
case-entry: 25CR004222A THE STATE OF GEORGIA VS. PIERCE, CORNELL FOR PLTF., FOR DFT. xyxy=(150,1097,253,1121)
calendar-header-line: Criminal xyxy=(565,1409,594,1417)
case-entry: 25CR004302A THE STATE OF GEORGIA VS. WILLIAMS, GABRIEL O FOR PLTF. BERNSTEIN, ERIC FOR DFT. xyxy=(150,1290,264,1322)
calendar-header xyxy=(26,232,142,275)
case-entry: 25CR004185A THE STATE OF GEORGIA VS. GEIGER, TAVISHA FOR PLTF. MCLEOD, MAUREEN M FOR DFT. xyxy=(150,992,265,1024)
case-entry: 23CR007651A THE STATE OF GEORGIA VS. SHERIFF, DAOUD FOR PLTF., FOR DFT. xyxy=(646,1020,760,1044)
case-entry: 24CR005579A THE STATE OF GEORGIA VS. WALKER, CAMERON FOR PLTF. WILLS, KALI E FOR DFT. xyxy=(398,810,507,834)
case-entry: 25CR003457A THE STATE OF GEORGIA VS. MOULDER, WARREN FOR PLTF., FOR DFT. xyxy=(26,748,135,772)
calendar-header xyxy=(26,1109,142,1174)
case-entry: 24CR005246A THE STATE OF GEORGIA VS. ONEIKEY, KENDRELL LAMONT FOR PLTF., FOR DFT. xyxy=(398,617,508,640)
case-entry: 25CR003871A THE STATE OF GEORGIA VS. LAMBDIN, TYLER FOR PLTF., FOR DFT. xyxy=(150,416,263,440)
calendar-header-line: JUDGE xyxy=(567,1391,593,1401)
case-entry: 25CR004147A THE STATE OF GEORGIA VS. FOSTER, SHANERIA DENISE FOR PLTF. PAX, GUNNER FOR DFT. xyxy=(150,609,257,641)
case-entry: 25CR004063A THE STATE OF GEORGIA VS. RICHARDSON, TYRAE ANASTASIA FOR PLTF., FOR DFT. xyxy=(150,585,263,609)
case-entry: 25CR004028A THE STATE OF GEORGIA VS. CUENCA, JULIAN FOR PLTF., FOR DFT. xyxy=(150,847,264,871)
case-entry: 24CR004377A THE STATE OF GEORGIA VS. JONES, BRANDON L. FOR PLTF. MCKEEN, SHANE FOR DFT. xyxy=(522,246,632,278)
case-entry: 25CR004314A THE STATE OF GEORGIA VS. JOHN, PILLA MONIQUE FOR PLTF., FOR DFT. xyxy=(150,1346,266,1370)
case-entry: 24CR003078A THE STATE OF GEORGIA VS. ABNER, BRIANA FOR PLTF. BRONSTEIN, EMILY;CORRER, ANA GABRIELA FOR DFT. xyxy=(646,1302,757,1334)
case-entry: 24CR004755A THE STATE OF GEORGIA VS. ANDERSON, MICHAEL FOR PLTF., FOR DFT. xyxy=(522,625,635,649)
case-entry: 25FO004284A THE STATE OF GEORGIA VS. FRANCIS, BARRINGTON MILLS FOR PLTF. HORNSBY BATTLE, KRISTIE, ESQUIRE FOR DFT. xyxy=(274,456,372,496)
calendar-header xyxy=(274,502,390,567)
case-entry: 24CR003613A THE STATE OF GEORGIA VS. ST PIERRE, HERODE FOR PLTF., FOR DFT. xyxy=(398,1353,508,1377)
case-entry: 25CR003762A THE STATE OF GEORGIA VS. OAKS, VICTORIA FRANCES FOR PLTF., FOR DFT. xyxy=(150,263,248,287)
case-entry: 23CR003935A THE STATE OF GEORGIA VS. CUTTER, BRUNO TIBET FOR PLTF. BRONSTEIN, EMILY FOR DFT. xyxy=(646,682,761,714)
case-entry: 25CR003106A THE STATE OF GEORGIA VS. BYRON, QUINTAVE CAMILLAM FOR PLTF., FOR DFT. xyxy=(26,425,130,449)
